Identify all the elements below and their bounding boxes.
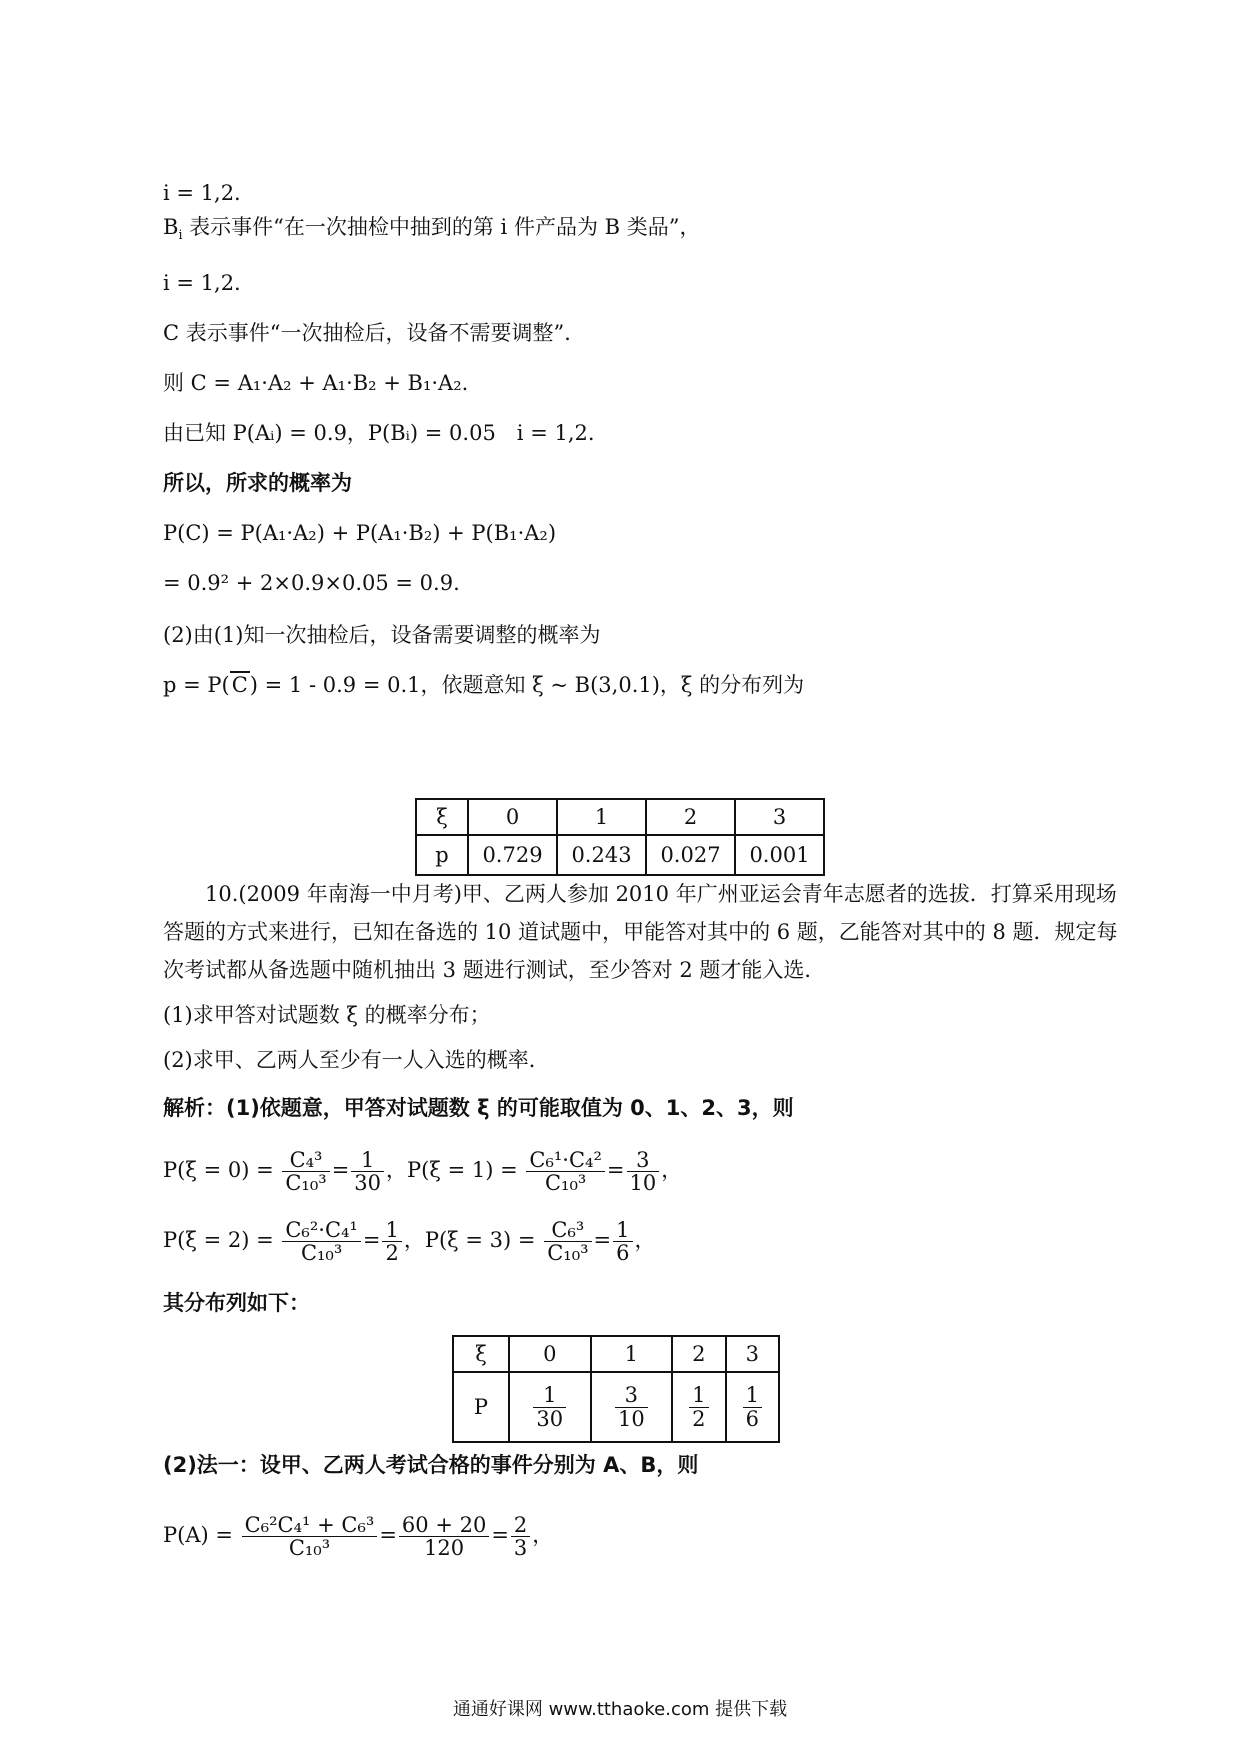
line-part2-intro: (2)由(1)知一次抽检后，设备需要调整的概率为 <box>163 623 601 647</box>
table2-header-cell: ξ <box>453 1336 509 1372</box>
p3-comb-fraction <box>544 1219 591 1264</box>
p1-denominator: C₁₀³ <box>544 1171 587 1195</box>
p1-comb-fraction <box>526 1149 605 1194</box>
p1-value-num: 3 <box>627 1149 660 1172</box>
line-i-range-1: i = 1,2. <box>163 181 241 205</box>
p2-numerator: C₆²·C₄¹ <box>282 1219 361 1242</box>
line-binomial <box>163 670 804 700</box>
table1-header-cell: ξ <box>416 799 468 835</box>
table2-fraction <box>689 1384 708 1429</box>
table1-header-row <box>416 799 824 835</box>
line-i-range-2: i = 1,2. <box>163 271 241 295</box>
pa-num-2: 60 + 20 <box>399 1514 489 1537</box>
table1-value-cell: 0.243 <box>557 835 646 875</box>
formula-row-2: P(ξ = 2) = $\frac{\text{C₆²·C₄¹}}{\text{C₁₀³}}$ = $\frac{1}{2}$ ，P(ξ = 3) = $\frac{\text{C₆³}}{\text{C₁₀³}}$ = $\frac{1}{6}$ ， <box>163 1217 656 1265</box>
question-10-part2: (2)求甲、乙两人至少有一人入选的概率． <box>163 1048 550 1072</box>
c-complement: C <box>231 673 248 697</box>
part2-method1: (2)法一：设甲、乙两人考试合格的事件分别为 A、B，则 <box>163 1453 699 1477</box>
p0-value-den: 30 <box>354 1171 382 1195</box>
table2-fraction-cell <box>672 1372 725 1442</box>
table2-header-cell: 2 <box>672 1336 725 1372</box>
table1-value-cell: 0.001 <box>735 835 824 875</box>
p2-denominator: C₁₀³ <box>300 1241 343 1265</box>
p3-value-fraction <box>613 1219 632 1264</box>
table1-header-cell: 3 <box>735 799 824 835</box>
formula-row-1: P(ξ = 0) = $\frac{\text{C₄³}}{\text{C₁₀³}}$ = $\frac{1}{30}$ ，P(ξ = 1) = $\frac{\text{C₆¹·C₄²}}{\text{C₁₀³}}$ = $\frac{3}{10}$ ， <box>163 1147 683 1195</box>
pa-fraction-3 <box>511 1514 530 1559</box>
question-10-part1: (1)求甲答对试题数 ξ 的概率分布； <box>163 1003 491 1027</box>
table1-header-cell: 1 <box>557 799 646 835</box>
table1-value-cell: p <box>416 835 468 875</box>
table2-fraction-cell <box>591 1372 673 1442</box>
p1-value-fraction <box>627 1149 660 1194</box>
formula-pa: P(A) = $\frac{\text{C₆²C₄¹ + C₆³}}{\text{C₁₀³}}$ = $\frac{60 + 20}{120}$ = $\frac{2}{3}$ ， <box>163 1512 554 1560</box>
pa-den-1: C₁₀³ <box>288 1536 331 1560</box>
line-c-expression: 则 C = A₁·A₂ + A₁·B₂ + B₁·A₂. <box>163 371 469 395</box>
solution-intro: 解析：(1)依题意，甲答对试题数 ξ 的可能取值为 0、1、2、3，则 <box>163 1096 794 1120</box>
pa-label: P(A) = <box>163 1523 233 1547</box>
table2-fraction <box>533 1384 566 1429</box>
p0-numerator: C₄³ <box>282 1149 329 1172</box>
line-event-c: C 表示事件“一次抽检后，设备不需要调整”． <box>163 321 586 345</box>
p1-label: ，P(ξ = 1) = <box>386 1158 518 1182</box>
pa-fraction-1 <box>242 1514 378 1559</box>
distribution-table-1 <box>415 798 825 876</box>
table2-header-cell: 1 <box>591 1336 673 1372</box>
table1-value-cell: 0.027 <box>646 835 735 875</box>
distribution-table-2 <box>452 1335 780 1443</box>
p0-comb-fraction <box>282 1149 329 1194</box>
line-known-probabilities: 由已知 P(Aᵢ) = 0.9，P(Bᵢ) = 0.05 i = 1,2. <box>163 421 595 445</box>
pa-num-3: 2 <box>511 1514 530 1537</box>
line-pc-value: = 0.9² + 2×0.9×0.05 = 0.9. <box>163 571 460 595</box>
table2-frac-num: 1 <box>533 1384 566 1407</box>
line-pc-expansion: P(C) = P(A₁·A₂) + P(A₁·B₂) + P(B₁·A₂) <box>163 521 557 545</box>
table2-frac-num: 3 <box>615 1384 648 1407</box>
p1-numerator: C₆¹·C₄² <box>526 1149 605 1172</box>
table2-value-row <box>453 1372 779 1442</box>
binomial-pre: p = P( <box>163 673 230 697</box>
p2-label: P(ξ = 2) = <box>163 1228 274 1252</box>
p2-value-den: 2 <box>385 1241 399 1265</box>
table2-fraction <box>615 1384 648 1429</box>
table1-header-cell: 2 <box>646 799 735 835</box>
p2-comb-fraction <box>282 1219 361 1264</box>
event-b-subscript: i <box>178 227 183 243</box>
table2-frac-den: 10 <box>617 1406 645 1431</box>
table1-header-cell: 0 <box>468 799 557 835</box>
table2-fraction <box>743 1384 762 1429</box>
table2-frac-den: 2 <box>692 1406 706 1431</box>
p1-value-den: 10 <box>629 1171 657 1195</box>
p3-value-den: 6 <box>616 1241 630 1265</box>
line-so-probability: 所以，所求的概率为 <box>163 471 352 495</box>
event-b-letter: B <box>163 215 179 239</box>
distribution-label: 其分布列如下： <box>163 1291 310 1315</box>
pa-fraction-2 <box>399 1514 489 1559</box>
pa-den-2: 120 <box>424 1536 465 1560</box>
question-10-text: 10.(2009 年南海一中月考)甲、乙两人参加 2010 年广州亚运会青年志愿者的选拔．打算采用现场答题的方式来进行，已知在备选的 10 道试题中，甲能答对其中的 6 题，乙能答对其中的 8 题．规定每次考试都从备选题中随机抽出 3 题进行测试，至少答对 2 题才能入选． <box>163 882 1118 982</box>
line-event-b <box>163 212 700 250</box>
page-footer: 通通好课网 www.tthaoke.com 提供下载 <box>452 1699 788 1720</box>
table2-header-cell: 0 <box>509 1336 591 1372</box>
p0-label: P(ξ = 0) = <box>163 1158 274 1182</box>
table2-frac-den: 6 <box>745 1406 759 1431</box>
table2-fraction-cell <box>726 1372 779 1442</box>
table2-row-label: P <box>453 1372 509 1442</box>
table2-fraction-cell <box>509 1372 591 1442</box>
pa-num-1: C₆²C₄¹ + C₆³ <box>242 1514 378 1537</box>
table1-value-row <box>416 835 824 875</box>
p3-denominator: C₁₀³ <box>547 1241 589 1265</box>
p2-value-num: 1 <box>382 1219 401 1242</box>
table2-frac-den: 30 <box>536 1406 564 1431</box>
pa-den-3: 3 <box>513 1536 528 1560</box>
table2-header-row <box>453 1336 779 1372</box>
p0-denominator: C₁₀³ <box>285 1171 327 1195</box>
p2-value-fraction <box>382 1219 401 1264</box>
event-b-text: 表示事件“在一次抽检中抽到的第 i 件产品为 B 类品”， <box>182 215 701 239</box>
table2-frac-num: 1 <box>689 1384 708 1407</box>
p0-value-fraction <box>351 1149 384 1194</box>
p3-numerator: C₆³ <box>544 1219 591 1242</box>
p3-value-num: 1 <box>613 1219 632 1242</box>
binomial-post: ) = 1 - 0.9 = 0.1，依题意知 ξ ~ B(3,0.1)，ξ 的分布列为 <box>249 673 805 697</box>
table1-value-cell: 0.729 <box>468 835 557 875</box>
table2-frac-num: 1 <box>743 1384 762 1407</box>
p0-value-num: 1 <box>351 1149 384 1172</box>
table2-header-cell: 3 <box>726 1336 779 1372</box>
p3-label: ，P(ξ = 3) = <box>403 1228 536 1252</box>
